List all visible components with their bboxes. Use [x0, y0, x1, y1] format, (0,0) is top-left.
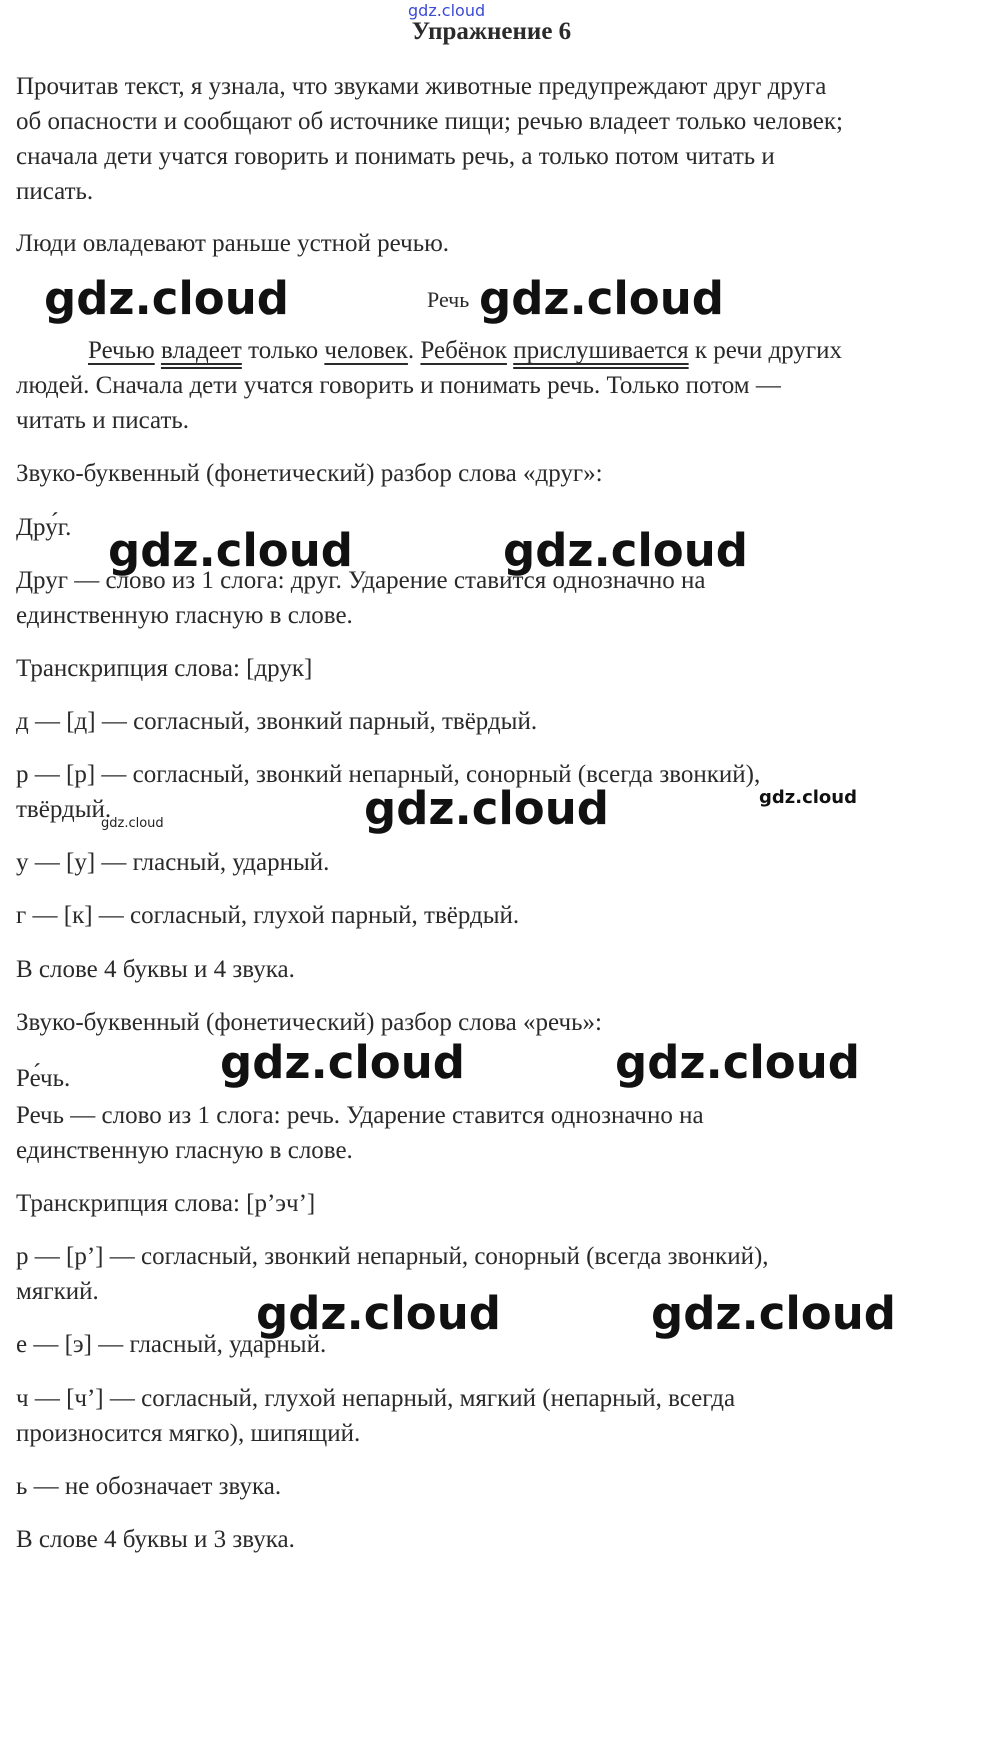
intro-line: об опасности и сообщают об источнике пищи; речью владеет только человек; — [16, 108, 843, 135]
drug-count: В слове 4 буквы и 4 звука. — [16, 956, 295, 983]
watermark: gdz.cloud — [44, 272, 289, 325]
drug-sound-d: д — [д] — согласный, звонкий парный, твёрдый. — [16, 708, 538, 735]
subject-word: человек — [324, 337, 408, 364]
drug-heading: Звуко-буквенный (фонетический) разбор слова «друг»: — [16, 460, 603, 487]
drug-stress: Дру́г. — [16, 514, 72, 541]
drug-sound-r: твёрдый. — [16, 796, 112, 823]
watermark: gdz.cloud — [256, 1287, 501, 1340]
rech-count: В слове 4 буквы и 3 звука. — [16, 1526, 295, 1553]
watermark: gdz.cloud — [651, 1287, 896, 1340]
drug-syllable: единственную гласную в слове. — [16, 602, 353, 629]
rech-stress: Ре́чь. — [16, 1065, 71, 1092]
predicate-word: прислушивается — [513, 337, 689, 364]
sentence-line-2: людей. Сначала дети учатся говорить и понимать речь. Только потом — — [16, 372, 781, 399]
watermark-small: gdz.cloud — [759, 787, 857, 808]
intro-line: сначала дети учатся говорить и понимать речь, а только потом читать и — [16, 143, 775, 170]
drug-sound-r: р — [р] — согласный, звонкий непарный, сонорный (всегда звонкий), — [16, 761, 761, 788]
intro-line: писать. — [16, 178, 94, 205]
subject-word: Ребёнок — [420, 337, 507, 364]
predicate-word: владеет — [160, 337, 242, 364]
rech-syllable: Речь — слово из 1 слога: речь. Ударение ставится однозначно на — [16, 1102, 704, 1129]
watermark-small: gdz.cloud — [101, 816, 164, 831]
watermark: gdz.cloud — [220, 1036, 465, 1089]
watermark: gdz.cloud — [364, 782, 609, 835]
intro-line: Прочитав текст, я узнала, что звуками животные предупреждают друг друга — [16, 73, 827, 100]
rech-label: Речь — [427, 287, 470, 312]
rech-transcription: Транскрипция слова: [р’эч’] — [16, 1190, 316, 1217]
watermark: gdz.cloud — [503, 524, 748, 577]
punctuation: . — [407, 337, 415, 364]
drug-transcription: Транскрипция слова: [друк] — [16, 655, 313, 682]
rech-soft-sign: ь — не обозначает звука. — [16, 1473, 282, 1500]
watermark: gdz.cloud — [615, 1036, 860, 1089]
rech-syllable: единственную гласную в слове. — [16, 1137, 353, 1164]
rech-sound-r: мягкий. — [16, 1278, 99, 1305]
rech-sound-ch: ч — [ч’] — согласный, глухой непарный, мягкий (непарный, всегда — [16, 1385, 736, 1412]
plain-word: только — [248, 337, 319, 364]
rech-sound-r: р — [р’] — согласный, звонкий непарный, сонорный (всегда звонкий), — [16, 1243, 769, 1270]
watermark: gdz.cloud — [108, 524, 353, 577]
sentence-line-3: читать и писать. — [16, 407, 190, 434]
rech-heading: Звуко-буквенный (фонетический) разбор слова «речь»: — [16, 1009, 602, 1036]
page-title: Упражнение 6 — [411, 18, 572, 45]
rech-sound-e: е — [э] — гласный, ударный. — [16, 1331, 327, 1358]
watermark: gdz.cloud — [479, 272, 724, 325]
rech-sound-ch: произносится мягко), шипящий. — [16, 1420, 361, 1447]
people-line: Люди овладевают раньше устной речью. — [16, 230, 450, 257]
header-watermark: gdz.cloud — [408, 1, 486, 20]
drug-sound-u: у — [у] — гласный, ударный. — [16, 849, 330, 876]
sentence-line-1 — [16, 332, 983, 370]
plain-text: к речи других — [694, 337, 842, 364]
drug-sound-g: г — [к] — согласный, глухой парный, твёрдый. — [16, 902, 520, 929]
subject-word: Речью — [88, 337, 155, 364]
drug-syllable: Друг — слово из 1 слога: друг. Ударение ставится однозначно на — [16, 567, 706, 594]
